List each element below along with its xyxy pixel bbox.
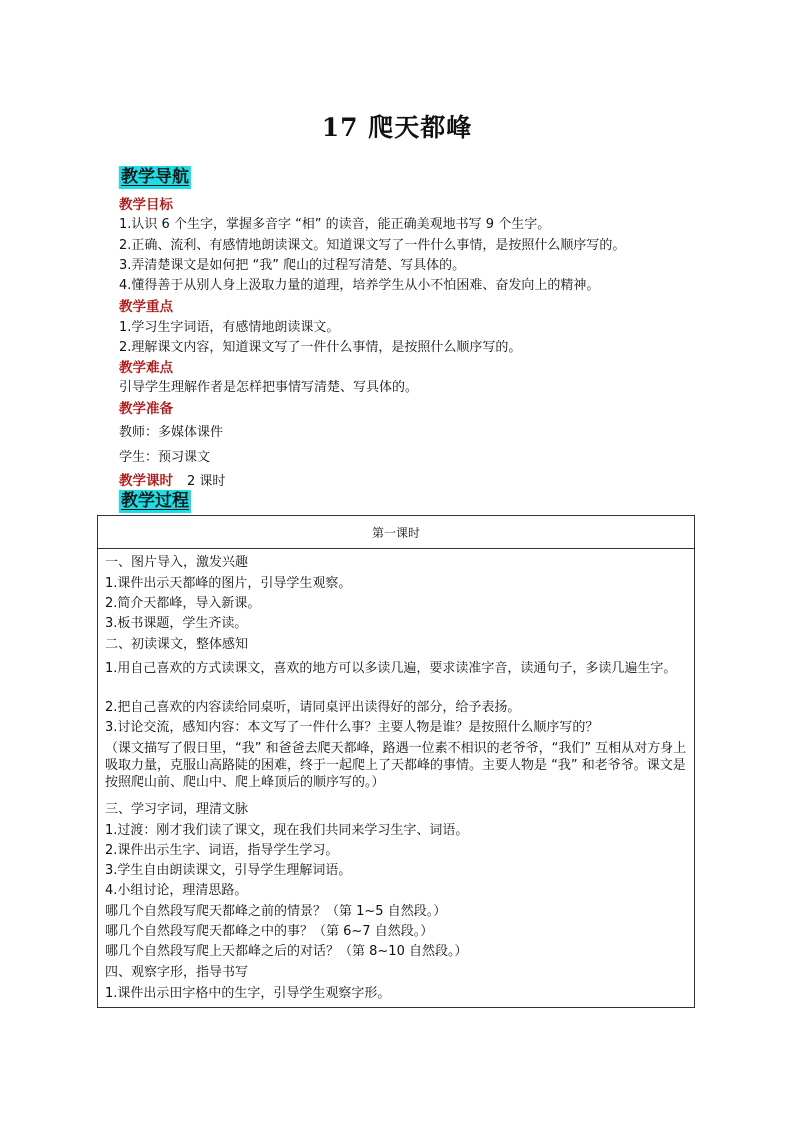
page-title: 17 爬天都峰 [321, 113, 473, 142]
process-line: 2.把自己喜欢的内容读给同桌听，请同桌评出读得好的部分，给予表扬。 [105, 700, 521, 715]
process-table [97, 515, 695, 1008]
process-line: 3.学生自由朗读课文，引导学生理解词语。 [105, 863, 352, 878]
objective-item: 3.弄清楚课文是如何把 “我” 爬山的过程写清楚、写具体的。 [119, 258, 466, 273]
process-line: 1.课件出示天都峰的图片，引导学生观察。 [105, 576, 352, 591]
objective-item: 2.正确、流利、有感情地朗读课文。知道课文写了一件什么事情，是按照什么顺序写的。 [119, 238, 626, 253]
process-line: 4.小组讨论，理清思路。 [105, 883, 248, 898]
period-value: 2 课时 [187, 474, 226, 489]
process-line: 2.课件出示生字、词语，指导学生学习。 [105, 843, 339, 858]
section-heading: 二、初读课文，整体感知 [105, 637, 249, 652]
lesson-title: 第一课时 [371, 526, 420, 540]
process-line: 1.用自己喜欢的方式读课文，喜欢的地方可以多读几遍，要求读准字音，读通句子，多读几遍生字。 [105, 661, 677, 676]
teaching-period [119, 469, 225, 489]
objective-item: 1.认识 6 个生字，掌握多音字 “相” 的读音，能正确美观地书写 9 个生字。 [119, 217, 551, 232]
key-point-item: 1.学习生字词语，有感情地朗读课文。 [119, 320, 340, 335]
process-question: 哪几个自然段写爬天都峰之前的情景？（第 1~5 自然段。） [105, 904, 447, 919]
objectives-heading: 教学目标 [119, 197, 173, 213]
process-line: 1.过渡：刚才我们读了课文，现在我们共同来学习生字、词语。 [105, 823, 469, 838]
preparation-heading: 教学准备 [119, 401, 173, 417]
process-question: 哪几个自然段写爬天都峰之中的事？（第 6~7 自然段。） [105, 924, 434, 939]
difficulty-item: 引导学生理解作者是怎样把事情写清楚、写具体的。 [119, 380, 419, 395]
process-line: 3.讨论交流，感知内容：本文写了一件什么事？主要人物是谁？是按照什么顺序写的？ [105, 720, 599, 735]
period-label: 教学课时 [119, 473, 173, 489]
process-question: 哪几个自然段写爬上天都峰之后的对话？（第 8~10 自然段。） [105, 944, 468, 959]
preparation-teacher: 教师：多媒体课件 [119, 425, 224, 440]
key-points-heading: 教学重点 [119, 299, 173, 315]
section-heading: 四、观察字形，指导书写 [105, 965, 249, 980]
key-point-item: 2.理解课文内容，知道课文写了一件什么事情，是按照什么顺序写的。 [119, 340, 522, 355]
process-line: 2.简介天都峰，导入新课。 [105, 596, 261, 611]
objective-item: 4.懂得善于从别人身上汲取力量的道理，培养学生从小不怕困难、奋发向上的精神。 [119, 278, 600, 293]
difficulties-heading: 教学难点 [119, 360, 173, 376]
preparation-student: 学生：预习课文 [119, 450, 211, 465]
process-line: 3.板书课题，学生齐读。 [105, 616, 248, 631]
process-line: 1.课件出示田字格中的生字，引导学生观察字形。 [105, 986, 391, 1001]
section-heading: 一、图片导入，激发兴趣 [105, 555, 249, 570]
process-heading: 教学过程 [121, 491, 189, 511]
section-heading: 三、学习字词，理清文脉 [105, 802, 249, 817]
table-divider [98, 548, 694, 549]
process-note: （课文描写了假日里，“我” 和爸爸去爬天都峰，路遇一位素不相识的老爷爷，“我们” 互相从对方身上吸取力量，克服山高路陡的困难，终于一起爬上了天都峰的事情。主要人物是 “我” 和老爷爷。课文是按照爬山前、爬山中、爬上峰顶后的顺序写的。） [105, 741, 687, 790]
guide-heading: 教学导航 [121, 167, 189, 187]
